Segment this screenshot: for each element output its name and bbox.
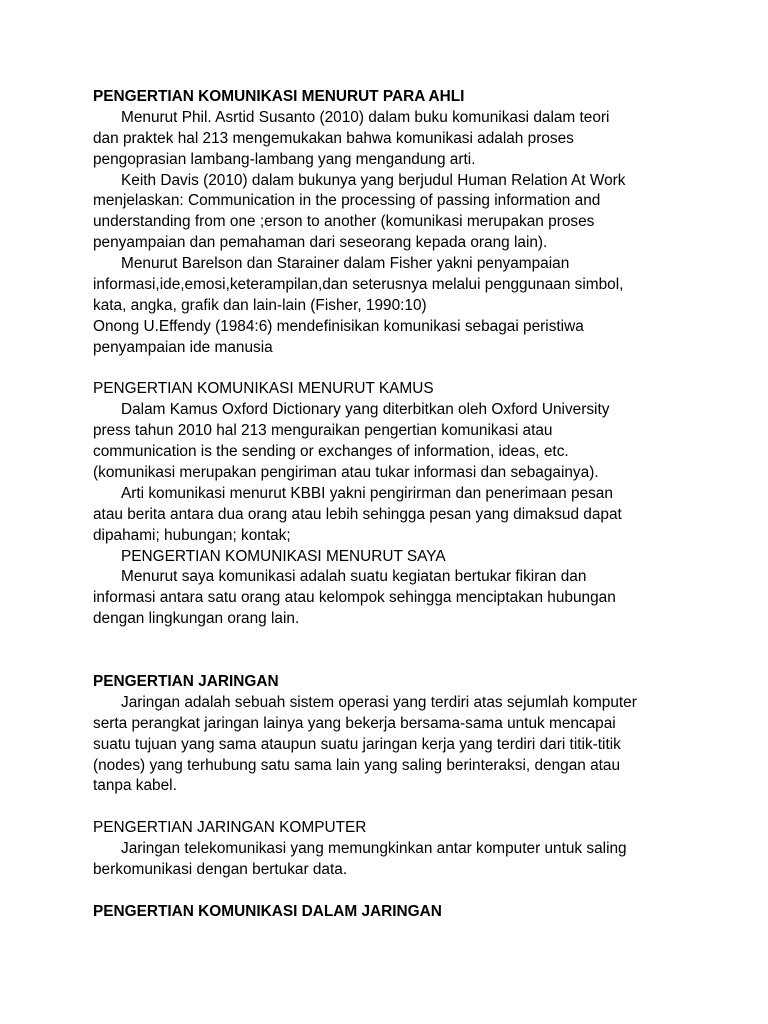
section-heading: PENGERTIAN KOMUNIKASI MENURUT PARA AHLI bbox=[93, 88, 465, 105]
paragraph-line: tanpa kabel. bbox=[93, 777, 177, 795]
paragraph-line: penyampaian dan pemahaman dari seseorang kepada orang lain). bbox=[93, 234, 548, 252]
paragraph-line: dipahami; hubungan; kontak; bbox=[93, 526, 291, 544]
paragraph-line: penyampaian ide manusia bbox=[93, 338, 273, 356]
paragraph-line: (komunikasi merupakan pengiriman atau tukar informasi dan sebagainya). bbox=[93, 464, 599, 482]
paragraph-line: Keith Davis (2010) dalam bukunya yang berjudul Human Relation At Work bbox=[121, 171, 626, 189]
section-heading: PENGERTIAN KOMUNIKASI MENURUT SAYA bbox=[121, 547, 446, 565]
paragraph-line: Menurut Phil. Asrtid Susanto (2010) dalam buku komunikasi dalam teori bbox=[121, 108, 610, 126]
paragraph-line: communication is the sending or exchanges of information, ideas, etc. bbox=[93, 443, 569, 461]
paragraph-line: dengan lingkungan orang lain. bbox=[93, 610, 300, 628]
paragraph-line: pengoprasian lambang-lambang yang mengandung arti. bbox=[93, 150, 476, 168]
blank-line bbox=[93, 630, 693, 672]
paragraph-line: Jaringan telekomunikasi yang memungkinkan antar komputer untuk saling bbox=[121, 840, 627, 858]
paragraph-line: Arti komunikasi menurut KBBI yakni pengirirman dan penerimaan pesan bbox=[121, 484, 613, 502]
blank-line bbox=[93, 881, 693, 902]
paragraph-line: menjelaskan: Communication in the processing of passing information and bbox=[93, 192, 601, 210]
paragraph-line: atau berita antara dua orang atau lebih sehingga pesan yang dimaksud dapat bbox=[93, 505, 622, 523]
paragraph-line: suatu tujuan yang sama ataupun suatu jaringan kerja yang terdiri dari titik-titik bbox=[93, 735, 621, 753]
blank-line bbox=[93, 797, 693, 818]
paragraph-line: Jaringan adalah sebuah sistem operasi yang terdiri atas sejumlah komputer bbox=[121, 693, 637, 711]
document-body bbox=[93, 87, 693, 923]
paragraph-line: kata, angka, grafik dan lain-lain (Fisher, 1990:10) bbox=[93, 296, 427, 314]
section-heading: PENGERTIAN KOMUNIKASI DALAM JARINGAN bbox=[93, 902, 442, 920]
paragraph-line: informasi,ide,emosi,keterampilan,dan seterusnya melalui penggunaan simbol, bbox=[93, 276, 624, 294]
paragraph-line: informasi antara satu orang atau kelompok sehingga menciptakan hubungan bbox=[93, 589, 616, 607]
paragraph-line: Dalam Kamus Oxford Dictionary yang diterbitkan oleh Oxford University bbox=[121, 401, 610, 419]
paragraph-line: Menurut Barelson dan Starainer dalam Fisher yakni penyampaian bbox=[121, 255, 570, 273]
paragraph-line: serta perangkat jaringan lainya yang bekerja bersama-sama untuk mencapai bbox=[93, 714, 616, 732]
paragraph-line: press tahun 2010 hal 213 menguraikan pengertian komunikasi atau bbox=[93, 422, 553, 440]
paragraph-line: understanding from one ;erson to another (komunikasi merupakan proses bbox=[93, 213, 595, 231]
section-heading: PENGERTIAN KOMUNIKASI MENURUT KAMUS bbox=[93, 380, 434, 398]
paragraph-line: (nodes) yang terhubung satu sama lain yang saling berinteraksi, dengan atau bbox=[93, 756, 621, 774]
paragraph-line: Onong U.Effendy (1984:6) mendefinisikan komunikasi sebagai peristiwa bbox=[93, 317, 584, 335]
paragraph-line: Menurut saya komunikasi adalah suatu kegiatan bertukar fikiran dan bbox=[121, 568, 587, 586]
section-heading: PENGERTIAN JARINGAN KOMPUTER bbox=[93, 819, 367, 837]
paragraph-line: berkomunikasi dengan bertukar data. bbox=[93, 860, 348, 878]
section-heading: PENGERTIAN JARINGAN bbox=[93, 672, 279, 690]
blank-line bbox=[93, 359, 693, 380]
paragraph-line: dan praktek hal 213 mengemukakan bahwa komunikasi adalah proses bbox=[93, 129, 574, 147]
